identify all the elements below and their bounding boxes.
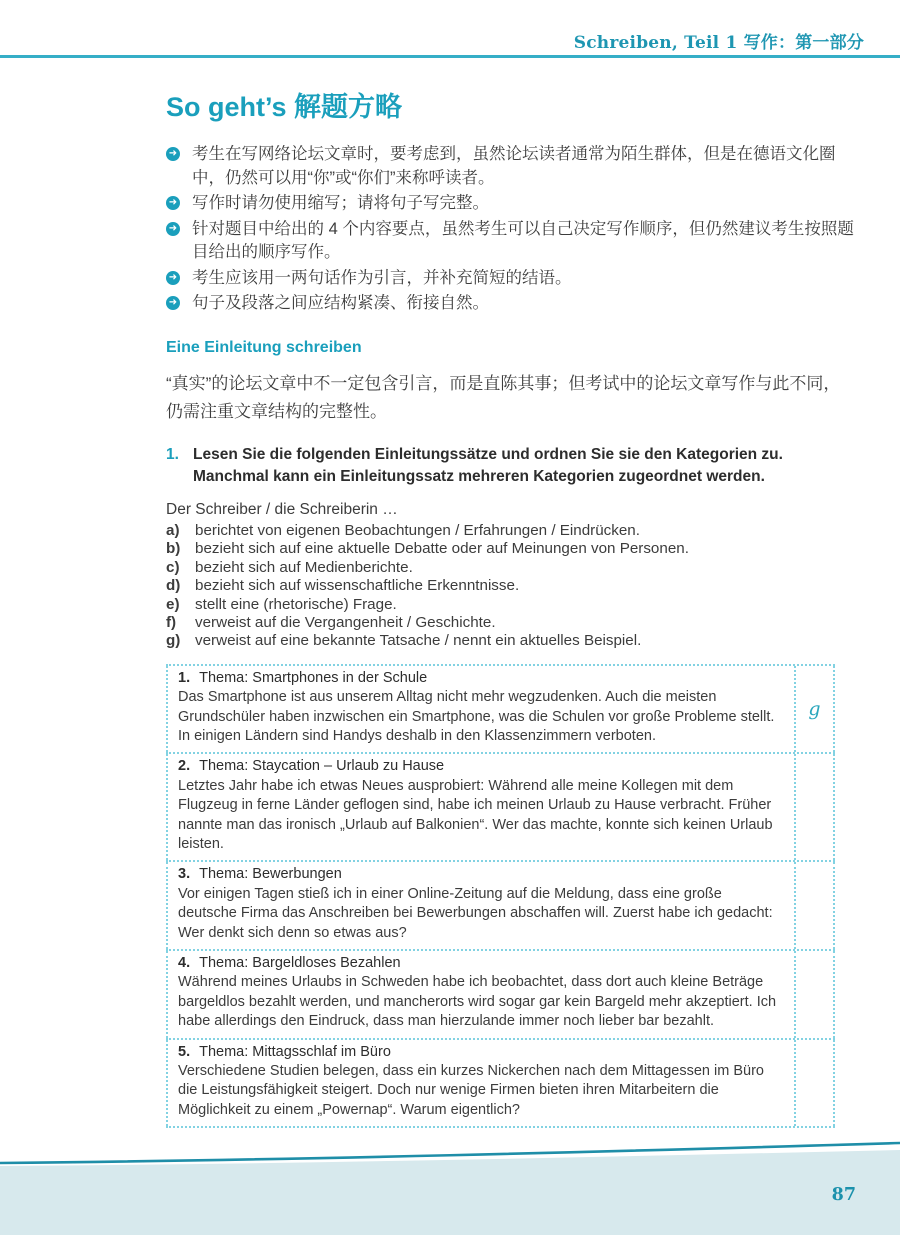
text-number: 2. (178, 758, 191, 775)
text-cell (166, 951, 796, 1038)
list-item (166, 267, 856, 291)
list-item (166, 218, 856, 265)
page-number: 87 (831, 1185, 856, 1205)
arrow-bullet-icon: ➜ (166, 147, 180, 161)
page-content (166, 92, 856, 1128)
topic-label: Thema: Mittagsschlaf im Büro (199, 1043, 391, 1060)
text-body: Verschiedene Studien belegen, dass ein kurzes Nickerchen nach dem Mittagessen im Büro die Leistungsfähigkeit steigert. Doch nur wenige Firmen bieten ihren Mitarbeitern die Möglichkeit zu einem „Powernap“. Warum eigentlich? (178, 1063, 764, 1118)
list-item (166, 192, 856, 216)
category-text: berichtet von eigenen Beobachtungen / Erfahrungen / Eindrücken. (195, 521, 640, 539)
category-text: bezieht sich auf eine aktuelle Debatte oder auf Meinungen von Personen. (195, 540, 689, 558)
topic-label: Thema: Staycation – Urlaub zu Hause (199, 758, 445, 775)
answer-cell: g (796, 666, 835, 753)
text-number: 3. (178, 866, 191, 883)
answer-cell (796, 862, 835, 949)
tip-text: 写作时请勿使用缩写；请将句子写完整。 (192, 194, 489, 212)
category-text: stellt eine (rhetorische) Frage. (195, 595, 397, 613)
exercise-lead-in: Der Schreiber / die Schreiberin … (166, 500, 398, 518)
category-letter: e) (166, 595, 180, 613)
text-topic (178, 865, 784, 884)
answer-cell (796, 754, 835, 860)
table-row (166, 754, 835, 862)
arrow-bullet-icon: ➜ (166, 296, 180, 310)
list-item (166, 577, 856, 595)
topic-label: Thema: Bewerbungen (199, 866, 342, 883)
list-item (166, 559, 856, 577)
category-text: verweist auf die Vergangenheit / Geschichte. (195, 613, 496, 631)
list-item (166, 632, 856, 650)
tip-text: 考生应该用一两句话作为引言，并补充简短的结语。 (192, 268, 572, 287)
text-body: Letztes Jahr habe ich etwas Neues ausprobiert: Während alle meine Kollegen mit dem Flugzeug in ferne Länder geflogen sind, habe ich meinen Urlaub zu Hause verbracht. Früher nannte man das ironisch „Urlaub auf Balkonien“. Wer das machte, konnte sich keinen Urlaub leisten. (178, 777, 773, 852)
section-subheading: Eine Einleitung schreiben (166, 338, 362, 356)
text-body: Während meines Urlaubs in Schweden habe ich beobachtet, dass dort auch kleine Beträge bargeldlos bezahlt werden, und mancherorts wird sogar gar kein Bargeld mehr akzeptiert. Ich habe allerdings den Eindruck, dass man hierzulande immer noch lieber bar bezahlt. (178, 974, 777, 1030)
text-number: 1. (178, 669, 191, 686)
text-topic (178, 757, 784, 776)
category-text: verweist auf eine bekannte Tatsache / nennt ein aktuelles Beispiel. (195, 632, 642, 650)
category-letter: f) (166, 613, 177, 631)
category-letter: a) (166, 521, 180, 539)
category-letter: d) (166, 577, 181, 595)
tips-list (166, 143, 856, 316)
category-letter: b) (166, 540, 181, 558)
category-text: bezieht sich auf wissenschaftliche Erkenntnisse. (195, 577, 520, 595)
text-topic (178, 954, 784, 973)
footer-wave-decoration (0, 1100, 900, 1235)
arrow-bullet-icon: ➜ (166, 222, 180, 236)
exercise-instruction (166, 444, 856, 488)
arrow-bullet-icon: ➜ (166, 271, 180, 285)
exercise-number: 1. (166, 445, 179, 463)
table-row (166, 951, 835, 1040)
topic-label: Thema: Bargeldloses Bezahlen (199, 955, 401, 972)
list-item (166, 540, 856, 558)
topic-label: Thema: Smartphones in der Schule (199, 669, 428, 686)
arrow-bullet-icon: ➜ (166, 196, 180, 210)
text-topic (178, 1043, 784, 1062)
exercise-instruction-text: Lesen Sie die folgenden Einleitungssätze und ordnen Sie sie den Kategorien zu. Manchmal kann ein Einleitungssatz mehreren Kategorien zugeordnet werden. (193, 445, 783, 485)
category-list (166, 522, 856, 651)
list-item (166, 614, 856, 632)
list-item (166, 292, 856, 316)
text-body: Das Smartphone ist aus unserem Alltag nicht mehr wegzudenken. Auch die meisten Grundschüler haben inzwischen ein Smartphone, was die Schulen vor große Probleme stellt. In einigen Ländern sind Handys deshalb in den Klassenzimmern verboten. (178, 689, 775, 744)
table-row (166, 666, 835, 755)
list-item (166, 596, 856, 614)
category-letter: c) (166, 558, 180, 576)
tip-text: 句子及段落之间应结构紧凑、衔接自然。 (192, 294, 489, 312)
answer-cell (796, 951, 835, 1038)
category-letter: g) (166, 632, 181, 650)
table-row (166, 862, 835, 951)
intro-paragraph: “真实”的论坛文章中不一定包含引言，而是直陈其事；但考试中的论坛文章写作与此不同，仍需注重文章结构的完整性。 (166, 373, 841, 421)
matching-table (166, 664, 835, 1129)
page-title: So geht’s 解题方略 (166, 92, 403, 122)
text-number: 4. (178, 955, 191, 972)
text-cell (166, 754, 796, 860)
text-topic (178, 669, 784, 688)
list-item (166, 522, 856, 540)
text-body: Vor einigen Tagen stieß ich in einer Online-Zeitung auf die Meldung, dass eine große deutsche Firma das Anschreiben bei Bewerbungen abschaffen will. Zuerst habe ich gedacht: Wer denkt sich denn so etwas aus? (178, 885, 773, 941)
running-header: Schreiben, Teil 1 写作：第一部分 (573, 33, 864, 53)
text-cell (166, 862, 796, 949)
tip-text: 针对题目中给出的 4 个内容要点，虽然考生可以自己决定写作顺序，但仍然建议考生按照题目给出的顺序写作。 (192, 219, 854, 261)
text-cell (166, 666, 796, 753)
header-divider (0, 55, 900, 58)
list-item (166, 143, 856, 190)
tip-text: 考生在写网络论坛文章时，要考虑到，虽然论坛读者通常为陌生群体，但是在德语文化圈中，仍然可以用“你”或“你们”来称呼读者。 (192, 145, 836, 187)
text-number: 5. (178, 1043, 191, 1060)
category-text: bezieht sich auf Medienberichte. (195, 558, 413, 576)
